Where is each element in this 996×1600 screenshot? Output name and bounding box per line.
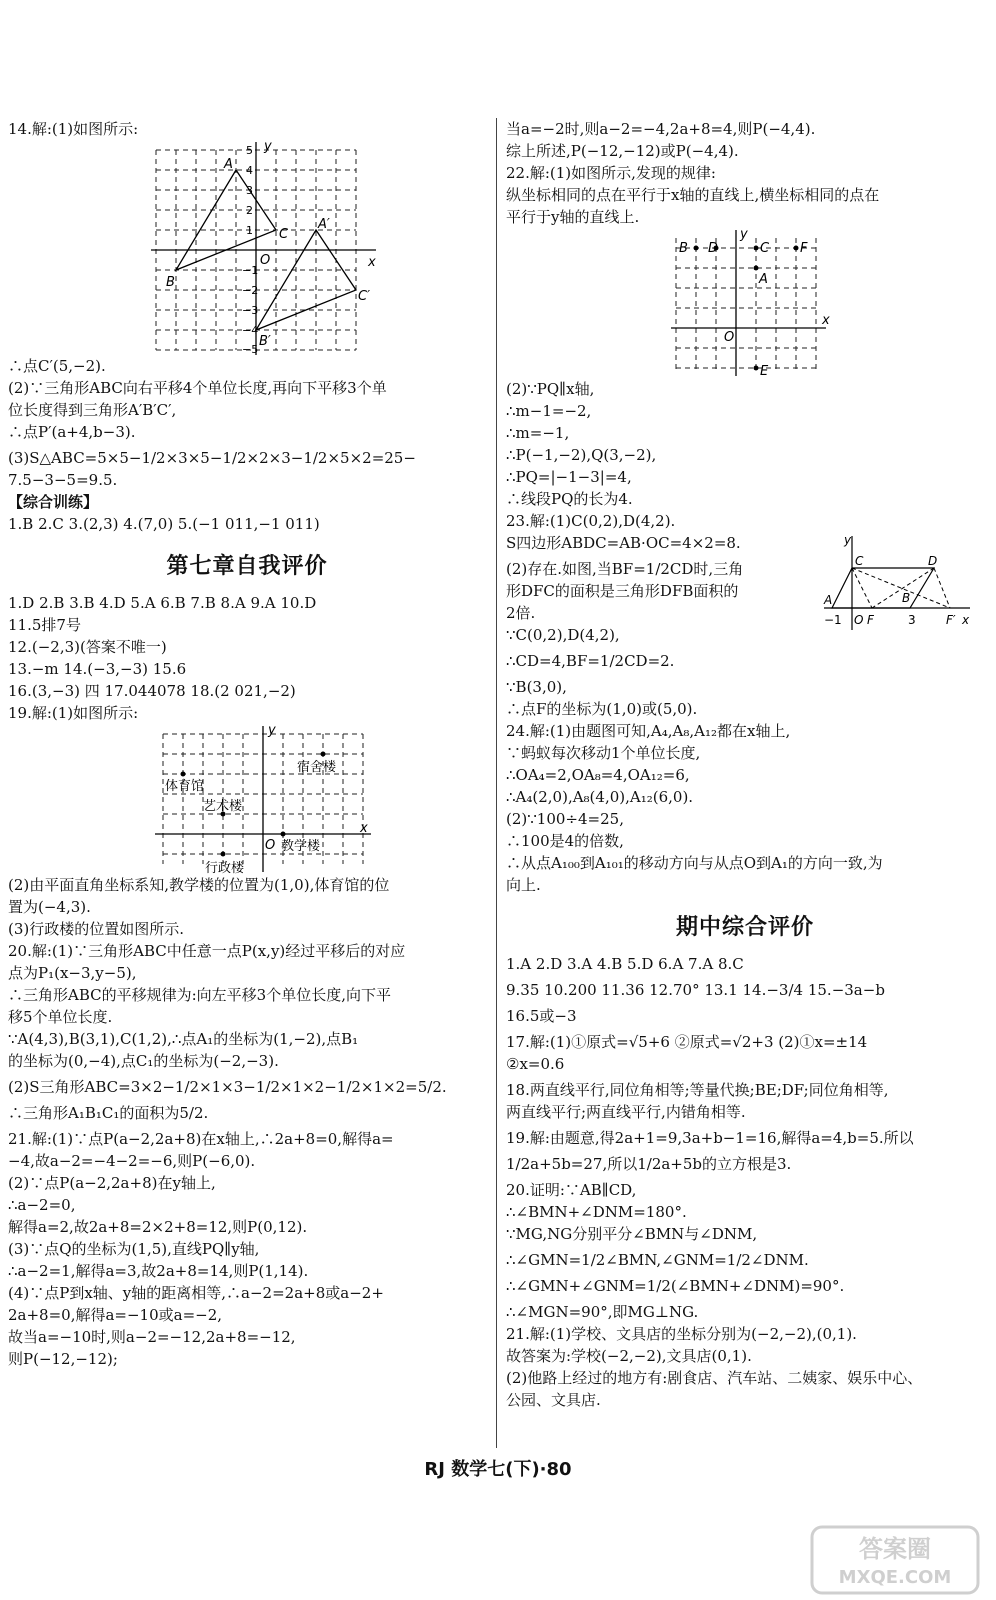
text-line: ∴100是4的倍数, xyxy=(506,832,624,850)
fig23-tick: 3 xyxy=(908,613,916,627)
text-line: ∴∠GMN=1/2∠BMN,∠GNM=1/2∠DNM. xyxy=(506,1251,809,1269)
fig22-label: x xyxy=(822,313,830,328)
fig14-label: A xyxy=(224,157,233,172)
figure-14-grid xyxy=(146,140,386,355)
text-line: 2a+8=0,解得a=−10或a=−2, xyxy=(8,1306,223,1324)
text-line: (2)∵100÷4=25, xyxy=(506,810,624,828)
text-line: ∵蚂蚁每次移动1个单位长度, xyxy=(506,744,701,762)
text-line: ∴线段PQ的长为4. xyxy=(506,490,633,508)
fig22-label: C xyxy=(760,241,770,256)
fig14-label: C′ xyxy=(358,289,371,304)
text-line: (2)∵三角形ABC向右平移4个单位长度,再向下平移3个单 xyxy=(8,379,387,397)
chapter-heading: 期中综合评价 xyxy=(675,915,814,940)
text-line: 纵坐标相同的点在平行于x轴的直线上,横坐标相同的点在 xyxy=(506,186,880,204)
fig14-label: x xyxy=(368,255,376,270)
tick: 1 xyxy=(246,224,253,237)
text-line: 11.5排7号 xyxy=(8,616,81,634)
text-line: 21.解:(1)学校、文具店的坐标分别为(−2,−2),(0,1). xyxy=(506,1325,857,1343)
text-line: 22.解:(1)如图所示,发现的规律: xyxy=(506,164,716,182)
text-line: S四边形ABDC=AB·OC=4×2=8. xyxy=(506,534,741,552)
text-line: 当a=−2时,则a−2=−4,2a+8=4,则P(−4,4). xyxy=(506,120,816,138)
text-line: 12.(−2,3)(答案不唯一) xyxy=(8,638,167,656)
text-line: 1/2a+5b=27,所以1/2a+5b的立方根是3. xyxy=(506,1155,792,1173)
svg-text:答案圈: 答案圈 xyxy=(859,1535,931,1563)
fig22-label: y xyxy=(740,228,748,242)
text-line: 9.35 10.200 11.36 12.70° 13.1 14.−3/4 15.−3a−b xyxy=(506,981,885,999)
text-line: ∴∠GMN+∠GNM=1/2(∠BMN+∠DNM)=90°. xyxy=(506,1277,845,1295)
fig23-label: O xyxy=(854,613,864,627)
fig23-label: C xyxy=(855,554,864,568)
text-line: ∴a−2=0, xyxy=(8,1196,76,1214)
fig22-label: B xyxy=(679,241,688,256)
left-column xyxy=(8,118,486,1370)
text-line: 1.A 2.D 3.A 4.B 5.D 6.A 7.A 8.C xyxy=(506,955,744,973)
tick: 5 xyxy=(246,144,253,157)
axis-label: O xyxy=(265,838,276,853)
building-label: 宿舍楼 xyxy=(297,760,337,775)
text-line: ∴∠MGN=90°,即MG⊥NG. xyxy=(506,1303,699,1321)
text-line: (2)∵PQ∥x轴, xyxy=(506,380,595,398)
building-label: 教学楼 xyxy=(281,839,321,854)
tick: 3 xyxy=(246,184,253,197)
text-line: ∴三角形ABC的平移规律为:向左平移3个单位长度,向下平 xyxy=(8,986,391,1004)
text-line: (2)由平面直角坐标系知,教学楼的位置为(1,0),体育馆的位 xyxy=(8,876,390,894)
fig22-label: D xyxy=(708,241,719,256)
text-line: ∴PQ=|−1−3|=4, xyxy=(506,468,632,486)
fig23-label: y xyxy=(844,533,852,547)
text-line: 21.解:(1)∵点P(a−2,2a+8)在x轴上,∴2a+8=0,解得a= xyxy=(8,1130,394,1148)
text-line: 23.解:(1)C(0,2),D(4,2). xyxy=(506,512,676,530)
tick: −3 xyxy=(242,304,259,317)
text-line: 综上所述,P(−12,−12)或P(−4,4). xyxy=(506,142,739,160)
text-line: (2)存在.如图,当BF=1/2CD时,三角 xyxy=(506,560,744,578)
text-line: 17.解:(1)①原式=√5+6 ②原式=√2+3 (2)①x=±14 xyxy=(506,1033,868,1051)
fig22-label: A xyxy=(759,272,768,287)
text-line: 7.5−3−5=9.5. xyxy=(8,471,118,489)
svg-text:MXQE.COM: MXQE.COM xyxy=(838,1567,952,1588)
text-line: 19.解:(1)如图所示: xyxy=(8,704,139,722)
building-label: 艺术楼 xyxy=(203,799,243,814)
text-line: 位长度得到三角形A′B′C′, xyxy=(8,401,177,419)
chapter-heading: 第七章自我评价 xyxy=(166,554,328,579)
fig23-label: D xyxy=(928,554,938,568)
tick: −5 xyxy=(242,343,259,355)
text-line: ∴OA₄=2,OA₈=4,OA₁₂=6, xyxy=(506,766,690,784)
text-line: ∵C(0,2),D(4,2), xyxy=(506,626,620,644)
fig14-label: C xyxy=(279,227,289,242)
text-line: 移5个单位长度. xyxy=(8,1008,113,1026)
fig23-label: F xyxy=(867,613,874,627)
text-line: 16.(3,−3) 四 17.044078 18.(2 021,−2) xyxy=(8,682,296,700)
text-line: ∴三角形A₁B₁C₁的面积为5/2. xyxy=(8,1104,209,1122)
fig22-label: O xyxy=(724,330,735,345)
text-line: ∴A₄(2,0),A₈(4,0),A₁₂(6,0). xyxy=(506,788,694,806)
text-line: 则P(−12,−12); xyxy=(8,1350,118,1368)
text-line: 向上. xyxy=(506,876,541,894)
text-line: ∴∠BMN+∠DNM=180°. xyxy=(506,1203,687,1221)
text-line: 平行于y轴的直线上. xyxy=(506,208,640,226)
watermark-logo xyxy=(810,1525,980,1595)
tick: 2 xyxy=(246,204,253,217)
tick: −1 xyxy=(242,264,259,277)
text-line: (3)行政楼的位置如图所示. xyxy=(8,920,185,938)
fig23-label: A xyxy=(824,593,833,607)
text-line: (3)∵点Q的坐标为(1,5),直线PQ∥y轴, xyxy=(8,1240,260,1258)
text-line: 13.−m 14.(−3,−3) 15.6 xyxy=(8,660,187,678)
text-line: 故当a=−10时,则a−2=−12,2a+8=−12, xyxy=(8,1328,296,1346)
text-line: 公园、文具店. xyxy=(506,1391,601,1409)
figure-23-diagram xyxy=(822,532,972,632)
tick: −4 xyxy=(242,324,259,337)
text-line: 16.5或−3 xyxy=(506,1007,577,1025)
page-footer: RJ 数学七(下)·80 xyxy=(424,1459,572,1480)
text-line: (4)∵点P到x轴、y轴的距离相等,∴a−2=2a+8或a−2+ xyxy=(8,1284,384,1302)
text-line: ∴a−2=1,解得a=3,故2a+8=14,则P(1,14). xyxy=(8,1262,309,1280)
text-line: 的坐标为(0,−4),点C₁的坐标为(−2,−3). xyxy=(8,1052,279,1070)
text-line: 置为(−4,3). xyxy=(8,898,91,916)
text-line: (2)∵点P(a−2,2a+8)在y轴上, xyxy=(8,1174,216,1192)
text-line: ∴CD=4,BF=1/2CD=2. xyxy=(506,652,675,670)
text-line: ∴m=−1, xyxy=(506,424,570,442)
text-line: 20.解:(1)∵三角形ABC中任意一点P(x,y)经过平移后的对应 xyxy=(8,942,406,960)
text-line: ∴m−1=−2, xyxy=(506,402,592,420)
text-line: ∴点P′(a+4,b−3). xyxy=(8,423,136,441)
text-line: 20.证明:∵AB∥CD, xyxy=(506,1181,637,1199)
fig14-label: B′ xyxy=(259,334,271,349)
text-line: ∵B(3,0), xyxy=(506,678,567,696)
fig14-label: y xyxy=(264,140,272,154)
fig22-label: F xyxy=(800,241,808,256)
section-label: 【综合训练】 xyxy=(8,493,99,511)
figure-19-map xyxy=(153,724,373,874)
fig23-label: B xyxy=(902,591,911,605)
text-line: 点为P₁(x−3,y−5), xyxy=(8,964,137,982)
text-line: −4,故a−2=−4−2=−6,则P(−6,0). xyxy=(8,1152,256,1170)
text-line: 18.两直线平行,同位角相等;等量代换;BE;DF;同位角相等, xyxy=(506,1081,889,1099)
text-line: 形DFC的面积是三角形DFB面积的 xyxy=(506,582,739,600)
text-line: ∵MG,NG分别平分∠BMN与∠DNM, xyxy=(506,1225,758,1243)
fig14-label: O xyxy=(260,253,271,268)
text-line: ∴从点A₁₀₀到A₁₀₁的移动方向与从点O到A₁的方向一致,为 xyxy=(506,854,883,872)
right-column xyxy=(506,118,984,1411)
text-line: 1.B 2.C 3.(2,3) 4.(7,0) 5.(−1 011,−1 011) xyxy=(8,515,320,533)
text-line: ∵A(4,3),B(3,1),C(1,2),∴点A₁的坐标为(1,−2),点B₁ xyxy=(8,1030,359,1048)
text-line: 2倍. xyxy=(506,604,536,622)
fig23-label: F′ xyxy=(946,613,956,627)
text-line: ②x=0.6 xyxy=(506,1055,565,1073)
text-line: (2)他路上经过的地方有:剧食店、汽车站、二姨家、娱乐中心、 xyxy=(506,1369,923,1387)
fig23-label: x xyxy=(962,613,970,627)
text-line: 1.D 2.B 3.B 4.D 5.A 6.B 7.B 8.A 9.A 10.D xyxy=(8,594,317,612)
text-line: 两直线平行;两直线平行,内错角相等. xyxy=(506,1103,746,1121)
fig23-tick: −1 xyxy=(824,613,842,627)
axis-label: y xyxy=(268,724,276,738)
text-line: ∴点C′(5,−2). xyxy=(8,357,106,375)
building-label: 体育馆 xyxy=(165,779,205,794)
text-line: ∴P(−1,−2),Q(3,−2), xyxy=(506,446,657,464)
column-divider xyxy=(496,118,497,1448)
tick: 4 xyxy=(246,164,253,177)
fig14-label: B xyxy=(166,275,175,290)
text-line: ∴点F的坐标为(1,0)或(5,0). xyxy=(506,700,698,718)
building-label: 行政楼 xyxy=(205,861,245,874)
text-line: 19.解:由题意,得2a+1=9,3a+b−1=16,解得a=4,b=5.所以 xyxy=(506,1129,914,1147)
text-line: (3)S△ABC=5×5−1/2×3×5−1/2×2×3−1/2×5×2=25− xyxy=(8,449,416,467)
tick: −2 xyxy=(242,284,259,297)
text-line: 24.解:(1)由题图可知,A₄,A₈,A₁₂都在x轴上, xyxy=(506,722,791,740)
figure-22-grid xyxy=(666,228,836,378)
axis-label: x xyxy=(360,821,368,836)
text-line: (2)S三角形ABC=3×2−1/2×1×3−1/2×1×2−1/2×1×2=5/2. xyxy=(8,1078,447,1096)
text-line: 故答案为:学校(−2,−2),文具店(0,1). xyxy=(506,1347,752,1365)
text-line: 解得a=2,故2a+8=2×2+8=12,则P(0,12). xyxy=(8,1218,308,1236)
fig14-label: A′ xyxy=(318,217,330,232)
fig22-label: E xyxy=(760,364,769,378)
text-line: 14.解:(1)如图所示: xyxy=(8,120,139,138)
